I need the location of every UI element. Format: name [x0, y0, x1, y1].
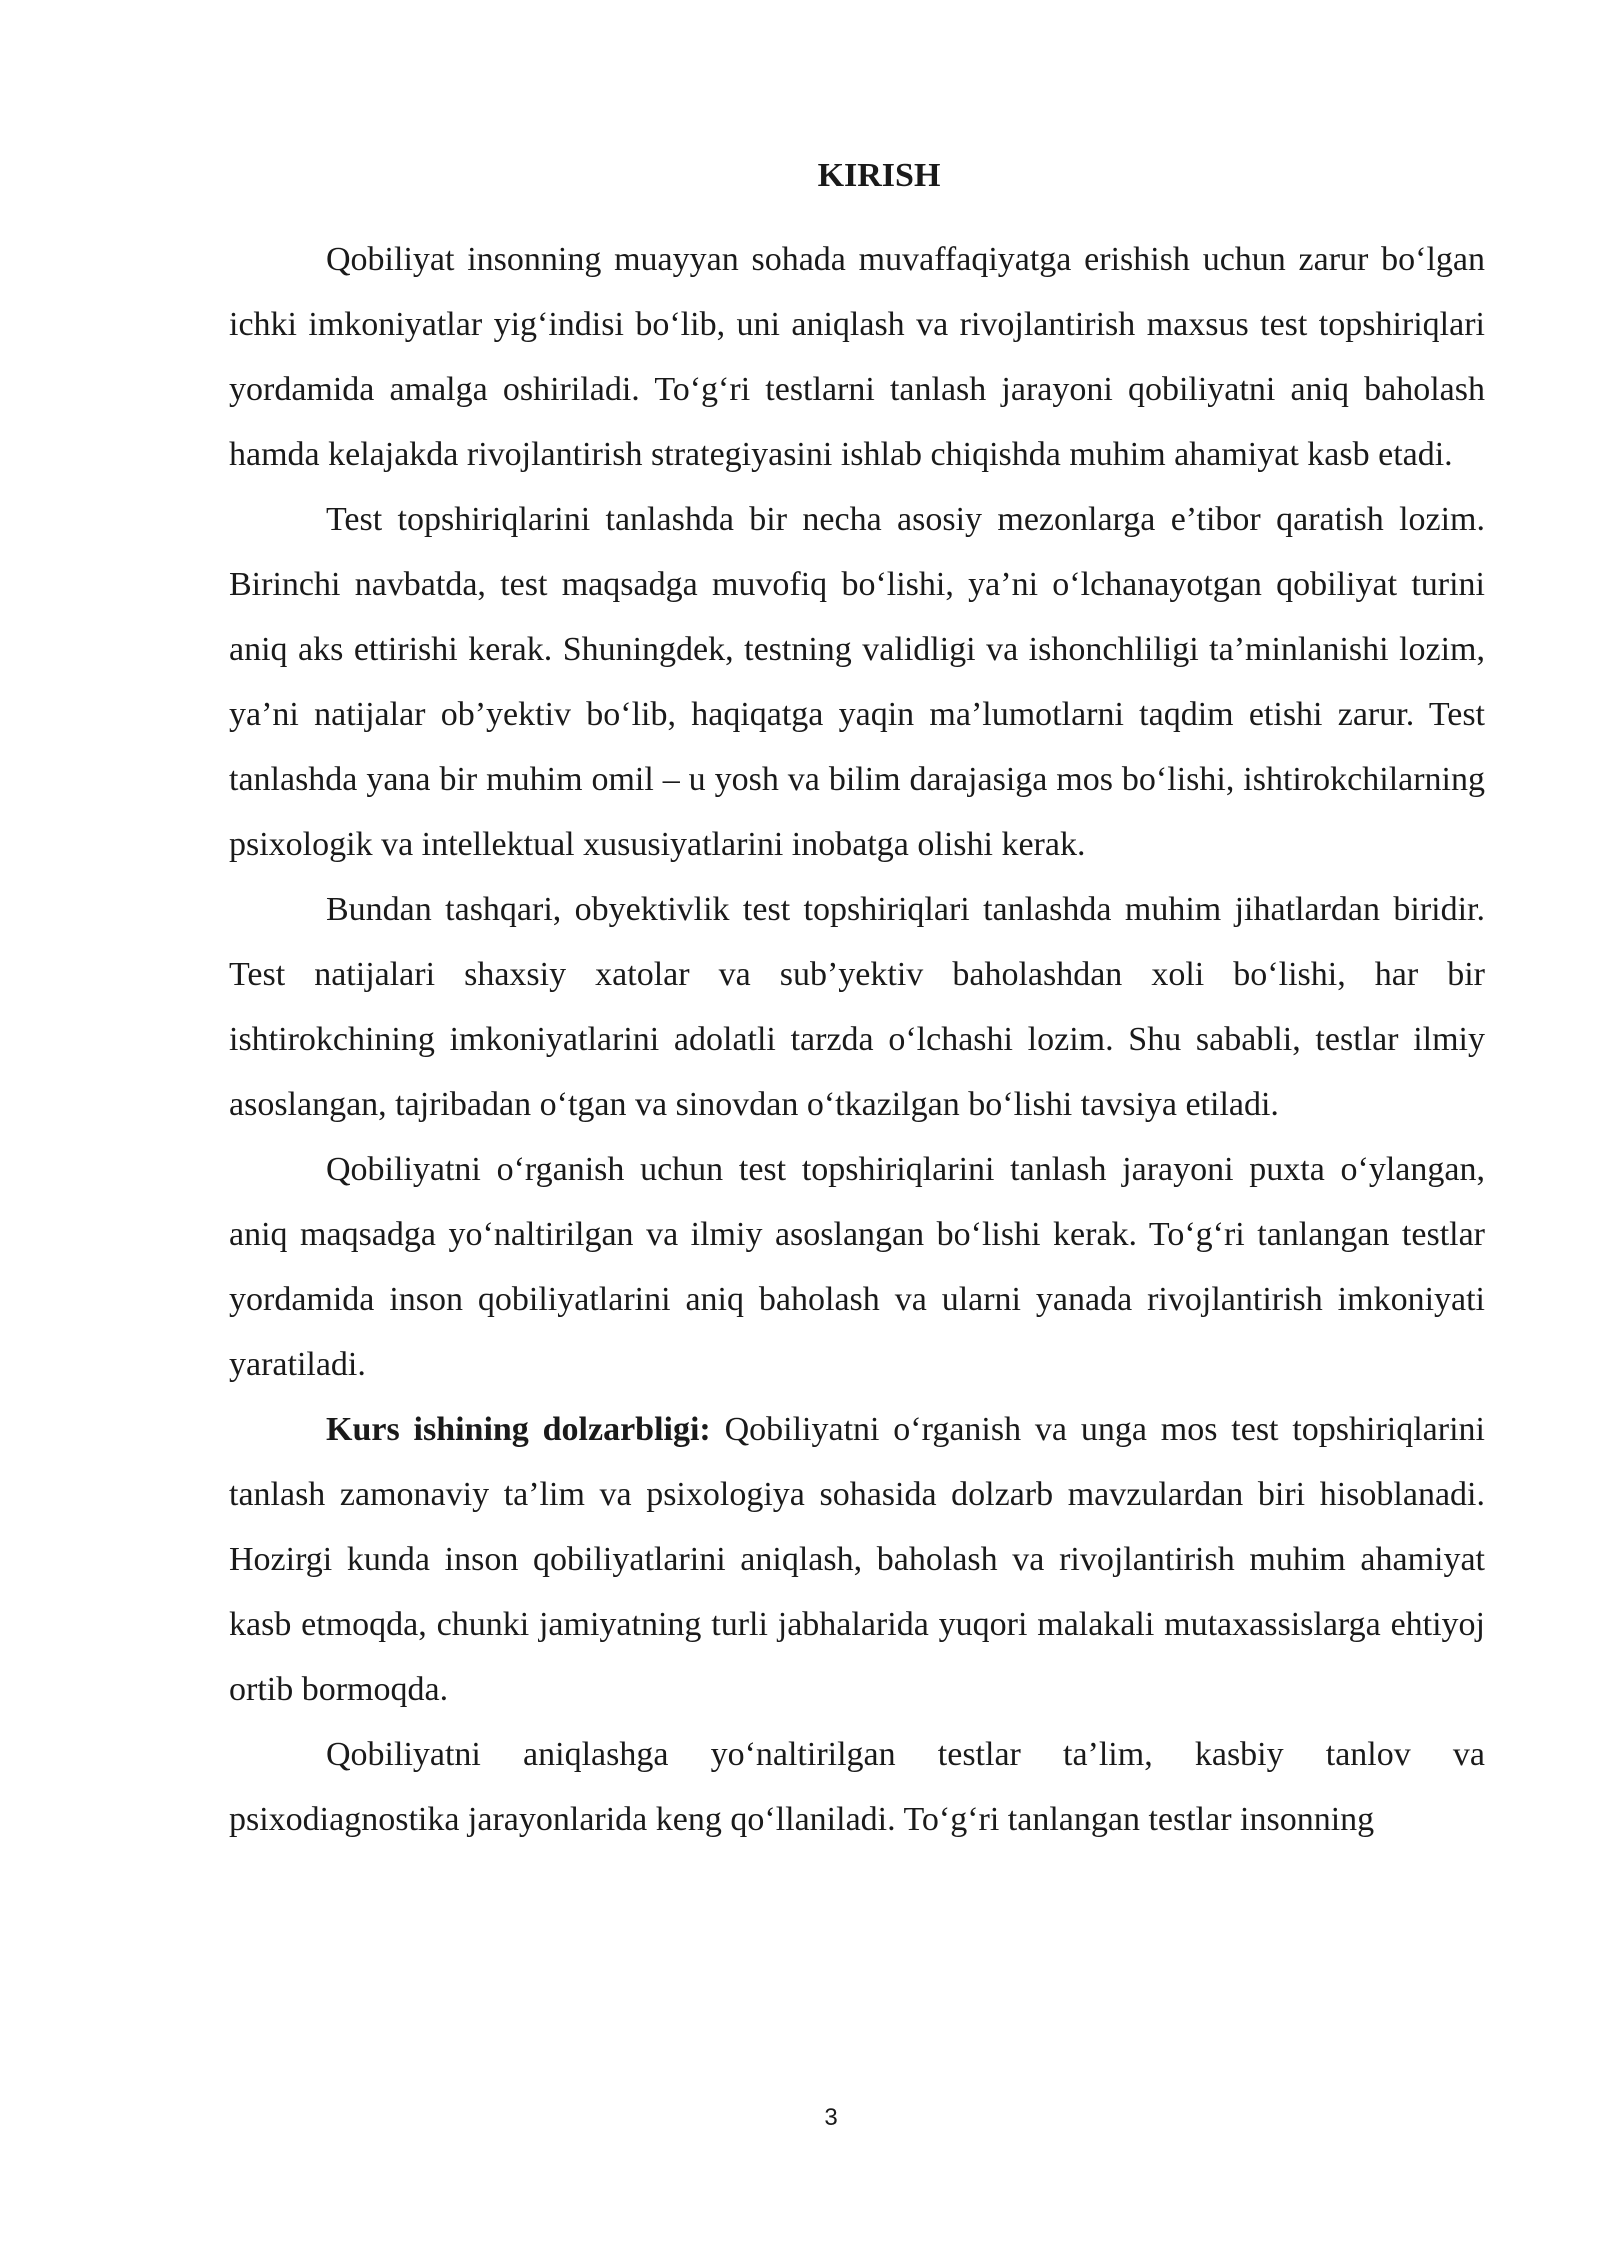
paragraph: Qobiliyatni aniqlashga yo‘naltirilgan testlar ta’lim, kasbiy tanlov va psixodiagnostika jarayonlarida keng qo‘llaniladi. To‘g‘ri tanlangan testlar insonning	[229, 1736, 1485, 1838]
relevance-lead: Kurs ishining dolzarbligi:	[326, 1411, 711, 1448]
paragraph: Qobiliyatni o‘rganish uchun test topshiriqlarini tanlash jarayoni puxta o‘ylangan, aniq maqsadga yo‘naltirilgan va ilmiy asoslangan bo‘lishi kerak. To‘g‘ri tanlangan testlar yordamida inson qobiliyatlarini aniq baholash va ularni yanada rivojlantirish imkoniyati yaratiladi.	[229, 1151, 1485, 1383]
section-heading: KIRISH	[817, 157, 941, 194]
paragraph: Bundan tashqari, obyektivlik test topshiriqlari tanlashda muhim jihatlardan biridir. Test natijalari shaxsiy xatolar va sub’yektiv baholashdan xoli bo‘lishi, har bir ishtirokchining imkoniyatlarini adolatli tarzda o‘lchashi lozim. Shu sababli, testlar ilmiy asoslangan, tajribadan o‘tgan va sinovdan o‘tkazilgan bo‘lishi tavsiya etiladi.	[229, 891, 1485, 1123]
relevance-paragraph	[229, 1397, 1485, 1722]
relevance-text: Qobiliyatni o‘rganish va unga mos test topshiriqlarini tanlash zamonaviy ta’lim va psixologiya sohasida dolzarb mavzulardan biri hisoblanadi. Hozirgi kunda inson qobiliyatlarini aniqlash, baholash va rivojlantirish muhim ahamiyat kasb etmoqda, chunki jamiyatning turli jabhalarida yuqori malakali mutaxassislarga ehtiyoj ortib bormoqda.	[229, 1411, 1485, 1708]
paragraph: Qobiliyat insonning muayyan sohada muvaffaqiyatga erishish uchun zarur bo‘lgan ichki imkoniyatlar yig‘indisi bo‘lib, uni aniqlash va rivojlantirish maxsus test topshiriqlari yordamida amalga oshiriladi. To‘g‘ri testlarni tanlash jarayoni qobiliyatni aniq baholash hamda kelajakda rivojlantirish strategiyasini ishlab chiqishda muhim ahamiyat kasb etadi.	[229, 241, 1485, 473]
page-content	[229, 150, 1485, 1852]
page-number: 3	[824, 2104, 838, 2131]
paragraph: Test topshiriqlarini tanlashda bir necha asosiy mezonlarga e’tibor qaratish lozim. Birinchi navbatda, test maqsadga muvofiq bo‘lishi, ya’ni o‘lchanayotgan qobiliyat turini aniq aks ettirishi kerak. Shuningdek, testning validligi va ishonchliligi ta’minlanishi lozim, ya’ni natijalar ob’yektiv bo‘lib, haqiqatga yaqin ma’lumotlarni taqdim etishi zarur. Test tanlashda yana bir muhim omil – u yosh va bilim darajasiga mos bo‘lishi, ishtirokchilarning psixologik va intellektual xususiyatlarini inobatga olishi kerak.	[229, 501, 1485, 863]
